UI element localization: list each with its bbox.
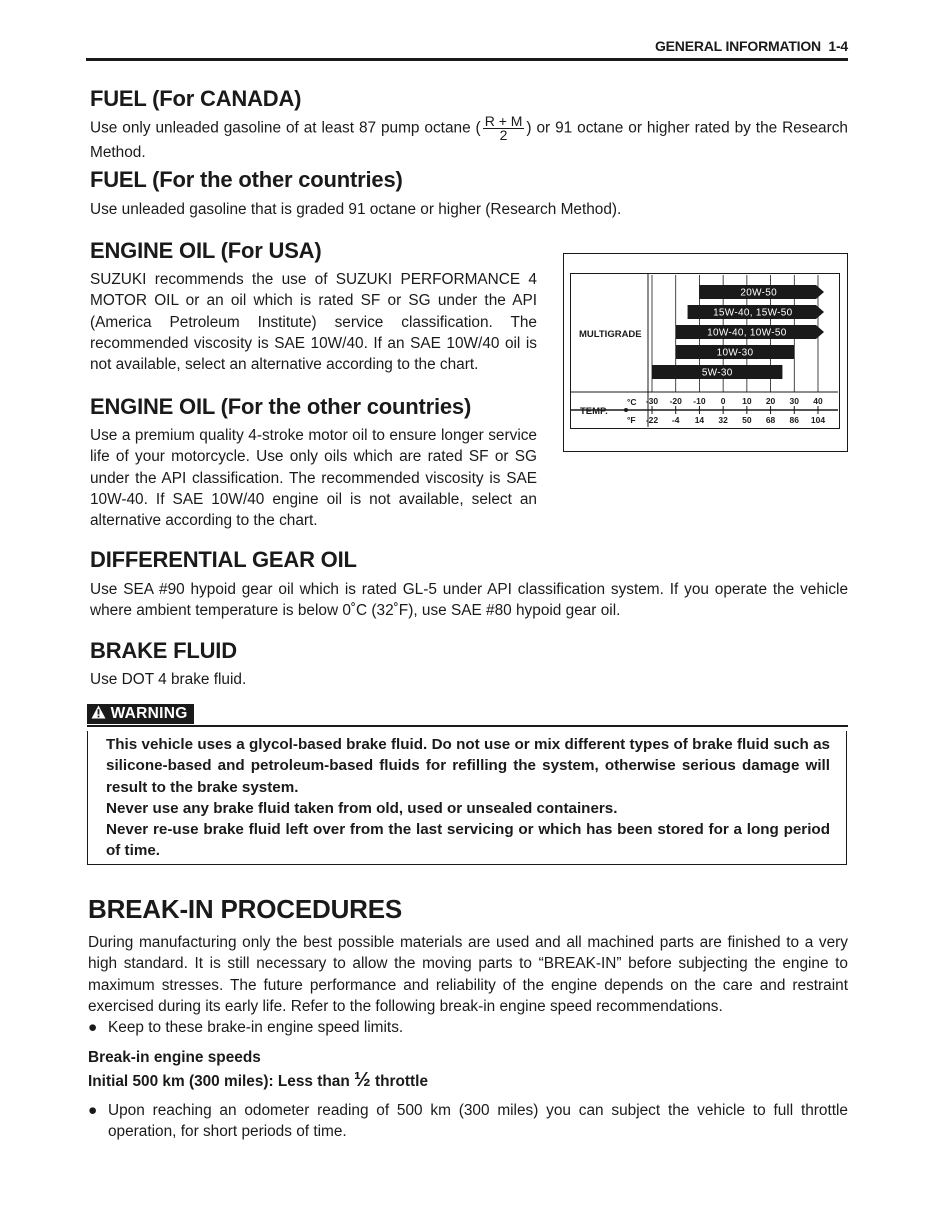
bullet-icon: ● (88, 1019, 98, 1036)
header-page-number: 1-4 (828, 38, 848, 54)
fraction-denominator: 2 (499, 127, 508, 143)
chart-fahrenheit-tick-label: -4 (671, 415, 680, 425)
viscosity-chart (570, 273, 840, 429)
speeds-line-prefix: Initial 500 km (300 miles): Less than (88, 1073, 350, 1090)
chart-bar-label: 5W-30 (701, 367, 733, 379)
octane-fraction (483, 115, 525, 142)
chart-fahrenheit-tick-label: 86 (789, 415, 800, 425)
chart-celsius-tick-label: 40 (813, 396, 823, 406)
warning-text (106, 734, 830, 862)
chart-marks (570, 273, 838, 427)
chart-bar-label: 10W-30 (716, 347, 754, 359)
bullet-item-speed-limits (88, 1017, 848, 1039)
text-brake-fluid: Use DOT 4 brake fluid. (90, 671, 247, 688)
chart-celsius-tick-label: -20 (669, 396, 682, 406)
fraction-numerator: R + M (484, 113, 523, 129)
chart-fahrenheit-tick-label: 50 (742, 415, 752, 425)
text-fuel-canada (90, 115, 848, 163)
chart-fahrenheit-unit: °F (627, 415, 636, 425)
chart-celsius-tick-label: 30 (789, 396, 800, 406)
text-oil-usa: SUZUKI recommends the use of SUZUKI PERFORMANCE 4 MOTOR OIL or an oil which is rated SF or SG under the API (America Petroleum Institute) service classification. The recommended viscosity is SAE 10W/40. If an SAE 10W/40 oil is not available, select an alternative according to the chart. (90, 271, 537, 374)
chart-temp-label: TEMP. (580, 406, 608, 417)
chart-fahrenheit-tick-label: 14 (694, 415, 705, 425)
chart-fahrenheit-tick-label: 68 (765, 415, 776, 425)
chart-celsius-tick-label: 10 (742, 396, 752, 406)
text-fuel-other: Use unleaded gasoline that is graded 91 octane or higher (Research Method). (90, 201, 622, 218)
chart-row-label: MULTIGRADE (579, 329, 642, 340)
header-section-title: GENERAL INFORMATION (654, 38, 821, 54)
page-header (86, 36, 848, 62)
heading-fuel-canada: FUEL (For CANADA) (90, 86, 302, 111)
text-diff-gear: Use SEA #90 hypoid gear oil which is rated GL-5 under API classification system. If you operate the vehicle where ambient temperature is below 0˚C (32˚F), use SAE #80 hypoid gear oil. (90, 581, 848, 620)
warning-line-2: Never use any brake fluid taken from old, used or unsealed containers. (106, 799, 618, 817)
header-rule (86, 58, 848, 61)
text-oil-other: Use a premium quality 4-stroke motor oil to ensure longer service life of your motorcycle. Use only oils which are rated SF or SG under the API classification. The recommended viscosity is SAE 10W-40. If SAE 10W/40 engine oil is not available, select an alternative according to the chart. (90, 427, 537, 530)
heading-oil-usa: ENGINE OIL (For USA) (90, 238, 322, 263)
chart-fahrenheit-tick-label: 32 (718, 415, 728, 425)
warning-label-text: WARNING (110, 705, 188, 722)
bullet-text-full-throttle: Upon reaching an odometer reading of 500 km (300 miles) you can subject the vehicle to full throttle operation, for short periods of time. (108, 1102, 848, 1141)
chart-fahrenheit-tick-label: 104 (810, 415, 826, 425)
bullet-text-speed-limits: Keep to these brake-in engine speed limits. (108, 1019, 404, 1036)
chart-celsius-tick-label: -30 (645, 396, 659, 406)
warning-label (87, 704, 194, 724)
heading-fuel-other: FUEL (For the other countries) (90, 167, 403, 192)
heading-diff-gear: DIFFERENTIAL GEAR OIL (90, 547, 357, 572)
chart-celsius-tick-label: -10 (693, 396, 706, 406)
chart-celsius-unit: °C (627, 397, 637, 407)
bullet-item-full-throttle (88, 1100, 848, 1144)
warning-line-1: This vehicle uses a glycol-based brake fluid. Do not use or mix different types of brake fluid such as silicone-based and petroleum-based fluids for refilling the system, otherwise serious damage will result to the brake system. (106, 736, 830, 796)
heading-break-in: BREAK-IN PROCEDURES (88, 894, 403, 924)
speeds-line-suffix: throttle (375, 1073, 429, 1090)
warning-rule (87, 725, 848, 727)
warning-triangle-icon (91, 705, 106, 719)
fuel-canada-text-before: Use only unleaded gasoline of at least 87 pump octane ( (90, 119, 481, 137)
heading-brake-fluid: BRAKE FLUID (90, 638, 237, 663)
speeds-line-fraction: ½ (354, 1069, 371, 1091)
chart-bar-label: 10W-40, 10W-50 (707, 327, 787, 339)
chart-celsius-tick-label: 0 (720, 396, 726, 406)
chart-bar-label: 15W-40, 15W-50 (713, 307, 793, 319)
break-in-speeds-title: Break-in engine speeds (88, 1049, 261, 1066)
text-break-in: During manufacturing only the best possible materials are used and all machined parts are finished to a very high standard. It is still necessary to allow the moving parts to “BREAK-IN” before subjecting the engine to maximum stresses. The future performance and reliability of the engine depends on the care and restraint exercised during its early life. Refer to the following break-in engine speed recommendations. (88, 934, 848, 1015)
bullet-icon: ● (88, 1102, 98, 1119)
chart-celsius-tick-label: 20 (765, 396, 776, 406)
break-in-speeds-line (88, 1068, 428, 1094)
warning-line-3: Never re-use brake fluid left over from the last servicing or which has been stored for a long period of time. (106, 821, 830, 860)
chart-fahrenheit-tick-label: -22 (645, 415, 659, 425)
fuel-canada-text-after: ) or 91 octane or higher rated by the Research Method. (90, 119, 848, 161)
heading-oil-other: ENGINE OIL (For the other countries) (90, 394, 472, 419)
header-title (655, 38, 848, 54)
chart-bar-label: 20W-50 (740, 287, 778, 299)
chart-temp-dot (624, 408, 628, 412)
